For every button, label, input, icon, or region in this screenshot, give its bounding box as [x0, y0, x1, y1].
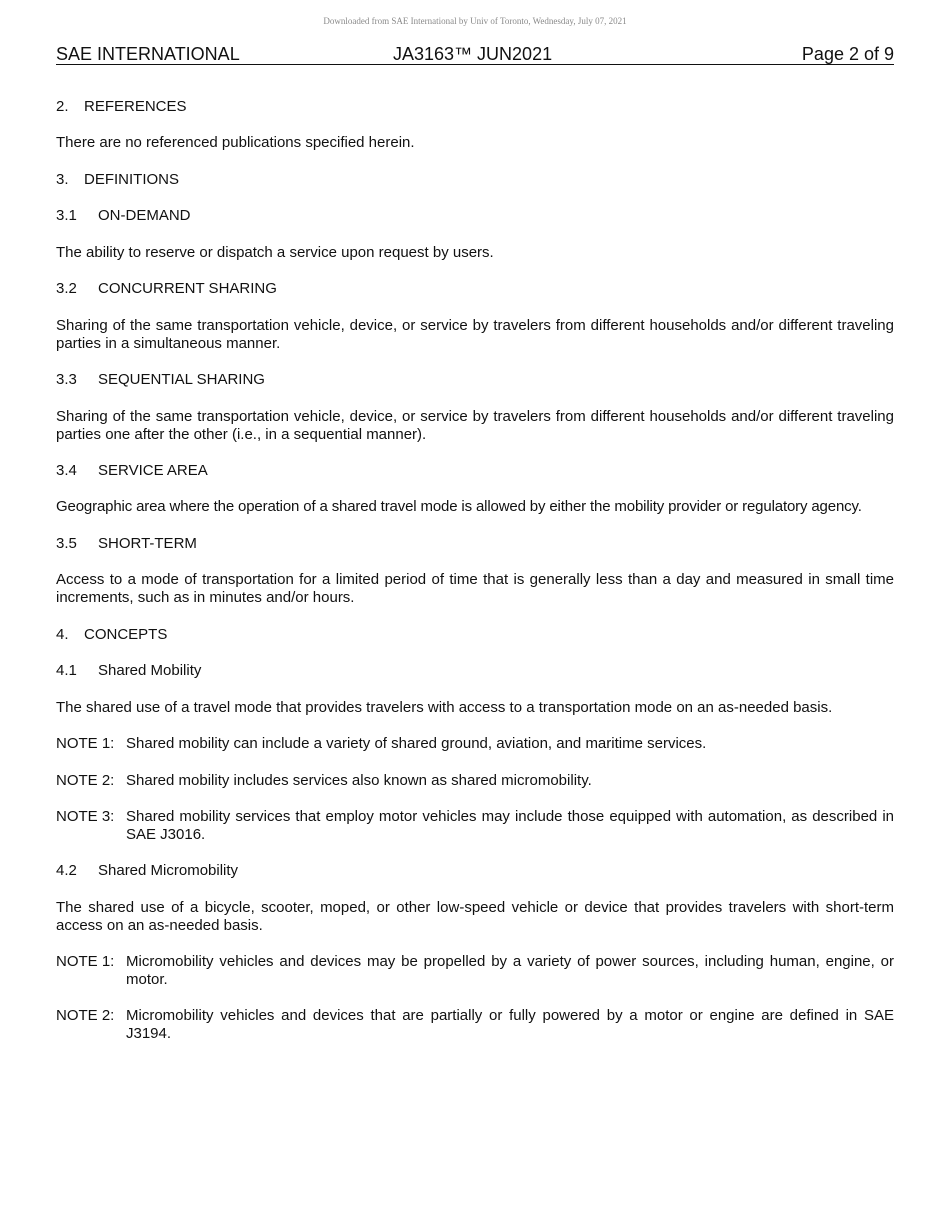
note-shared-micromobility-1: [56, 953, 894, 989]
note-shared-mobility-3: [56, 808, 894, 844]
document-id: JA3163™ JUN2021: [393, 44, 553, 64]
definition-body-service-area: Geographic area where the operation of a shared travel mode is allowed by either the mobility provider or regulatory agency.: [56, 498, 862, 515]
subsection-heading-shared-mobility: [56, 662, 894, 680]
subsection-heading-on-demand: [56, 207, 894, 225]
note-text: Shared mobility services that employ motor vehicles may include those equipped with automation, as described in SAE J3016.: [126, 808, 894, 843]
subsection-title: Shared Micromobility: [98, 862, 239, 879]
definition-body-on-demand: The ability to reserve or dispatch a service upon request by users.: [56, 244, 494, 261]
page-number: Page 2 of 9: [801, 44, 894, 64]
concept-body-shared-micromobility: The shared use of a bicycle, scooter, moped, or other low-speed vehicle or device that provides travelers with short-term access on an as-needed basis.: [56, 899, 894, 934]
subsection-heading-sequential-sharing: [56, 371, 894, 389]
subsection-number: 4.2: [56, 862, 77, 879]
subsection-heading-short-term: [56, 535, 894, 553]
note-shared-mobility-1: [56, 735, 894, 753]
subsection-number: 4.1: [56, 662, 77, 679]
section-title: CONCEPTS: [84, 626, 168, 643]
section-heading-definitions: [56, 171, 894, 189]
references-body: There are no referenced publications specified herein.: [56, 134, 415, 151]
subsection-heading-concurrent-sharing: [56, 280, 894, 298]
section-title: DEFINITIONS: [84, 171, 180, 188]
section-title: REFERENCES: [84, 98, 187, 115]
note-label: NOTE 3:: [56, 808, 115, 825]
note-text: Micromobility vehicles and devices may be propelled by a variety of power sources, including human, engine, or motor.: [126, 953, 894, 988]
section-number: 2.: [56, 98, 69, 115]
section-number: 3.: [56, 171, 69, 188]
subsection-title: Shared Mobility: [98, 662, 202, 679]
section-heading-concepts: [56, 626, 894, 644]
definition-body-sequential-sharing: Sharing of the same transportation vehicle, device, or service by travelers from different households and/or different traveling parties one after the other (i.e., in a sequential manner).: [56, 408, 894, 443]
definition-body-short-term: Access to a mode of transportation for a limited period of time that is generally less than a day and measured in small time increments, such as in minutes and/or hours.: [56, 571, 894, 606]
note-label: NOTE 2:: [56, 772, 115, 789]
page-header: [56, 44, 894, 65]
subsection-number: 3.5: [56, 535, 77, 552]
note-text: Shared mobility can include a variety of shared ground, aviation, and maritime services.: [126, 735, 707, 752]
subsection-title: SERVICE AREA: [98, 462, 208, 479]
subsection-number: 3.4: [56, 462, 77, 479]
note-shared-mobility-2: [56, 772, 894, 790]
note-label: NOTE 1:: [56, 953, 115, 970]
note-text: Micromobility vehicles and devices that are partially or fully powered by a motor or engine are defined in SAE J3194.: [126, 1007, 894, 1042]
subsection-number: 3.2: [56, 280, 77, 297]
concept-body-shared-mobility: The shared use of a travel mode that provides travelers with access to a transportation mode on an as-needed basis.: [56, 699, 833, 716]
publisher-name: SAE INTERNATIONAL: [56, 44, 240, 64]
subsection-number: 3.1: [56, 207, 77, 224]
note-label: NOTE 1:: [56, 735, 115, 752]
section-number: 4.: [56, 626, 69, 643]
subsection-title: ON-DEMAND: [98, 207, 191, 224]
download-watermark: Downloaded from SAE International by Univ of Toronto, Wednesday, July 07, 2021: [323, 16, 627, 26]
definition-body-concurrent-sharing: Sharing of the same transportation vehicle, device, or service by travelers from different households and/or different traveling parties in a simultaneous manner.: [56, 317, 894, 352]
subsection-title: CONCURRENT SHARING: [98, 280, 277, 297]
subsection-heading-service-area: [56, 462, 894, 480]
note-label: NOTE 2:: [56, 1007, 115, 1024]
subsection-heading-shared-micromobility: [56, 862, 894, 880]
subsection-number: 3.3: [56, 371, 77, 388]
subsection-title: SHORT-TERM: [98, 535, 197, 552]
note-shared-micromobility-2: [56, 1007, 894, 1043]
note-text: Shared mobility includes services also known as shared micromobility.: [126, 772, 592, 789]
subsection-title: SEQUENTIAL SHARING: [98, 371, 265, 388]
section-heading-references: [56, 98, 894, 116]
